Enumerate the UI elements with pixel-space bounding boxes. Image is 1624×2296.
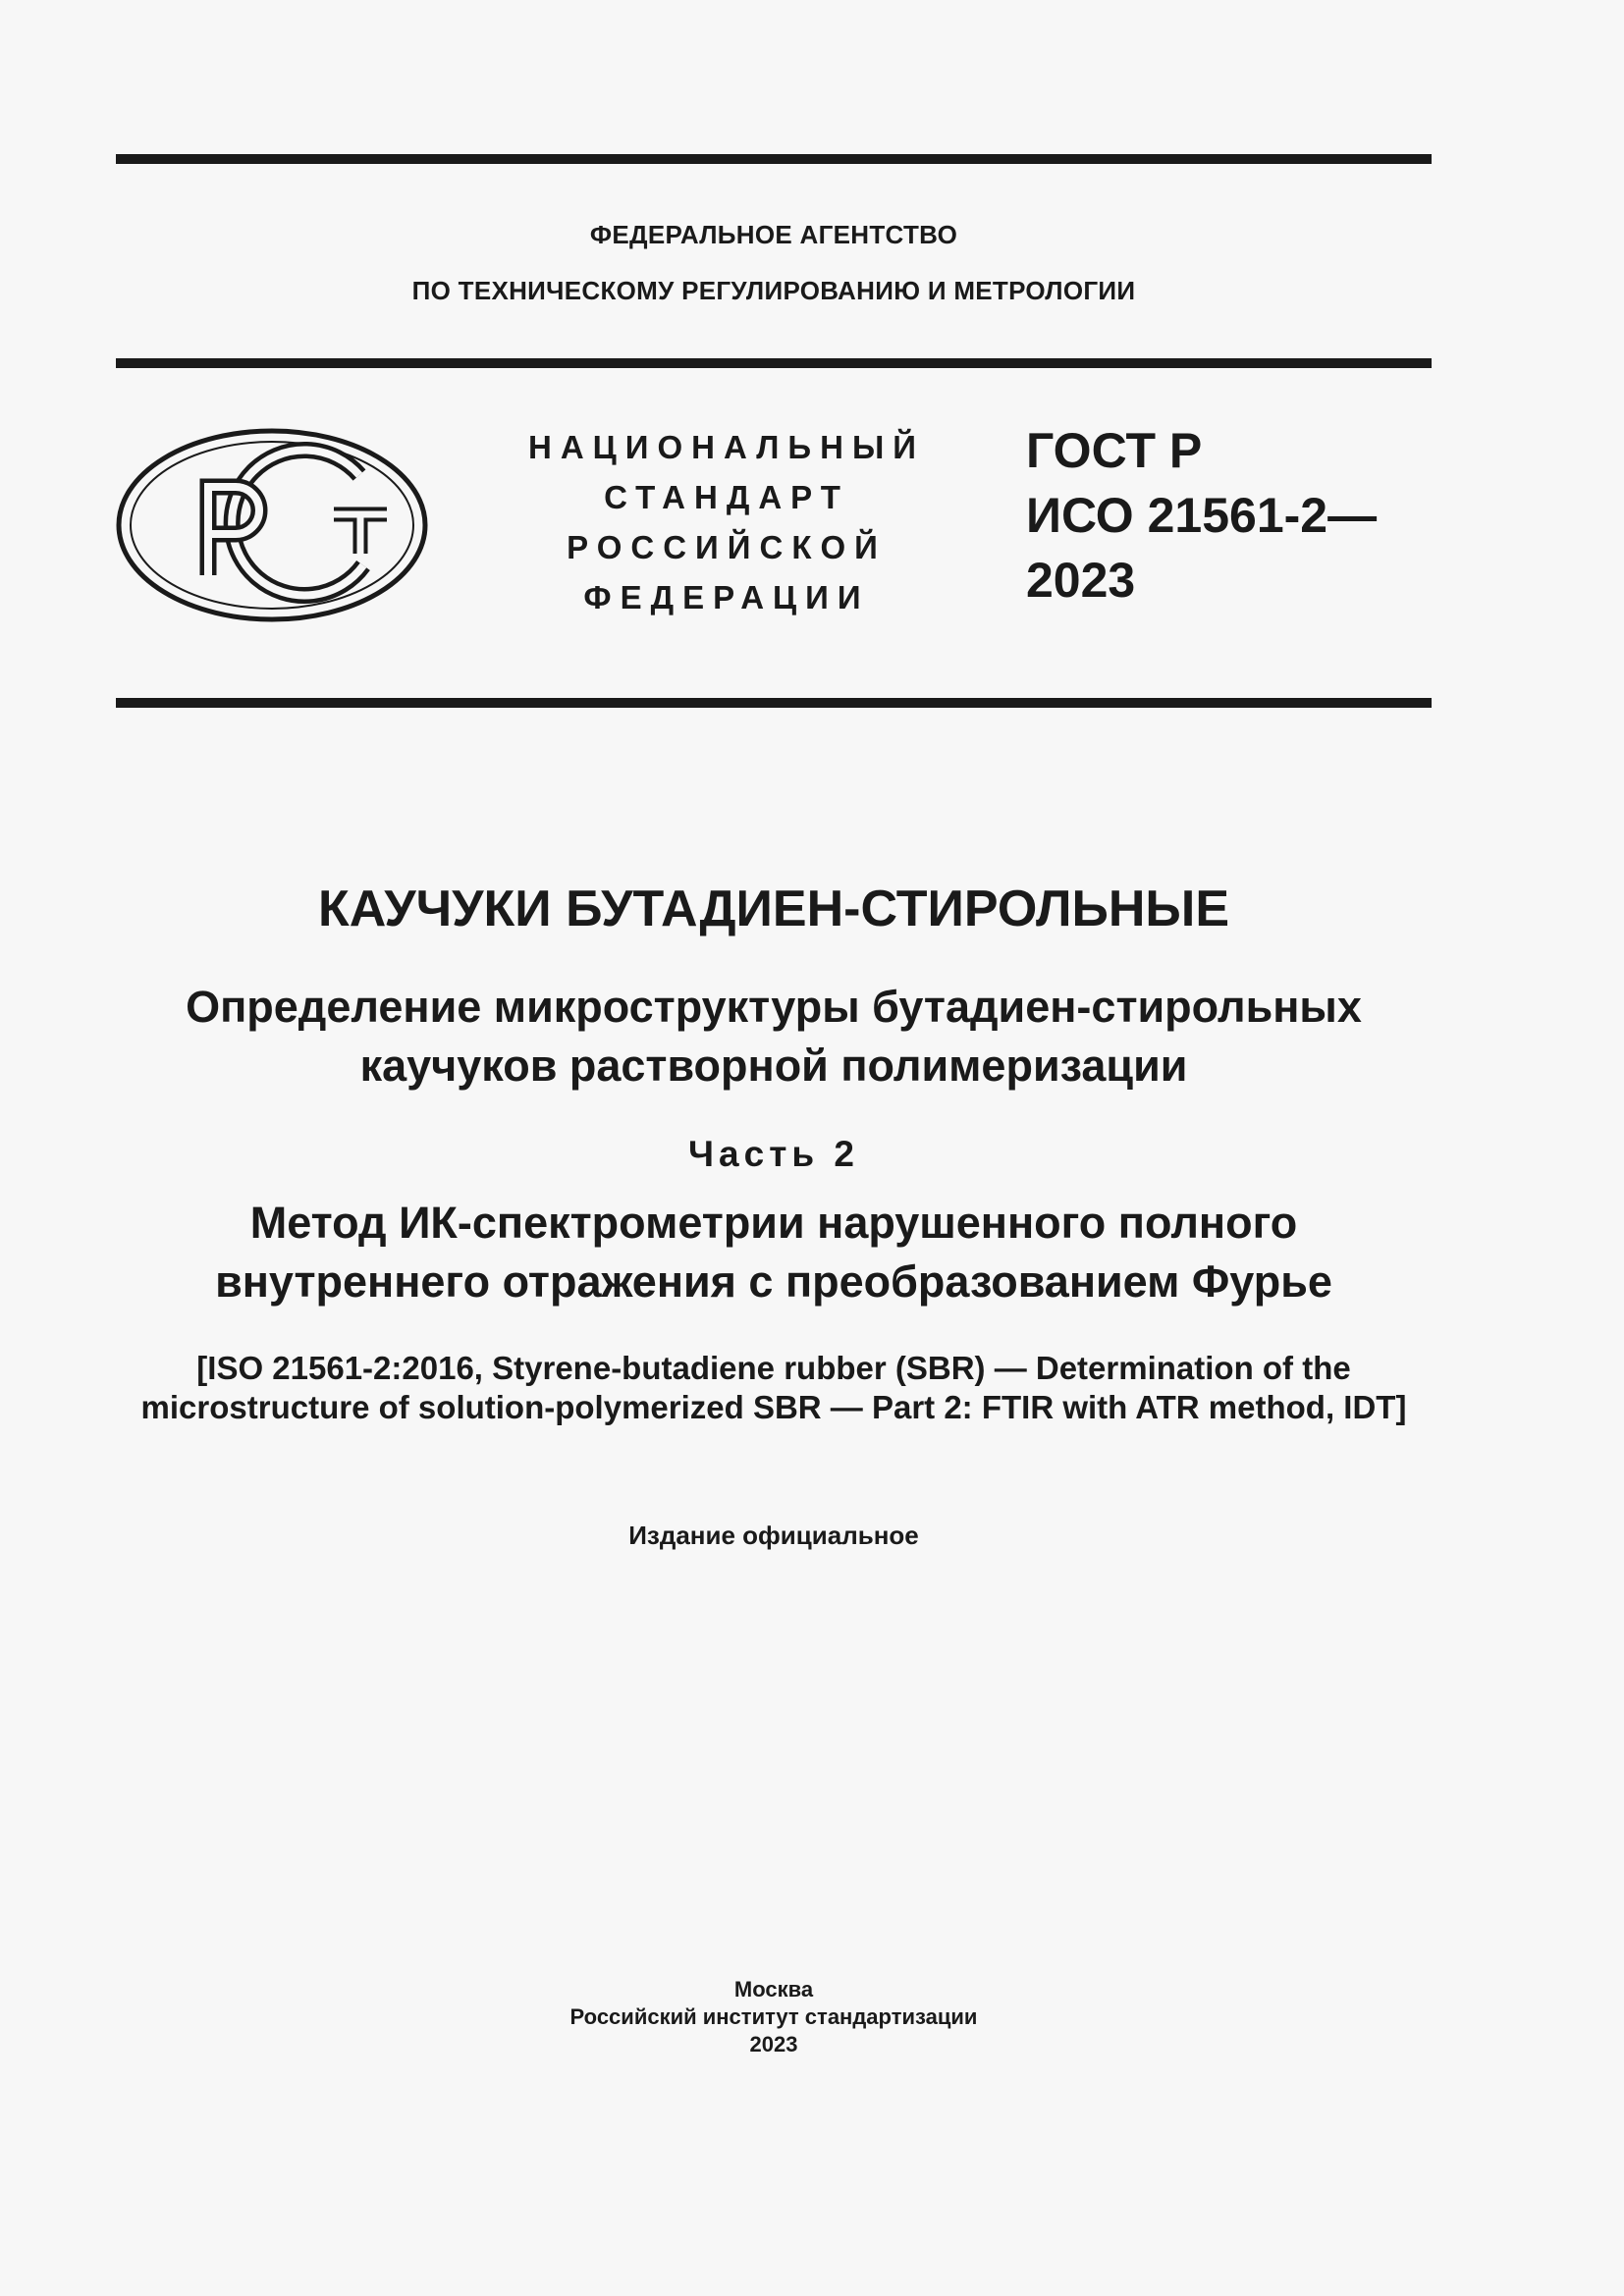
- designation-rule: [116, 698, 1432, 708]
- standard-type-block: [461, 422, 992, 622]
- document-title: КАУЧУКИ БУТАДИЕН-СТИРОЛЬНЫЕ: [317, 881, 1230, 937]
- edition-label: Издание официальное: [628, 1521, 919, 1550]
- designation-line1: ГОСТ Р: [1026, 423, 1203, 478]
- designation-line3: 2023: [1026, 553, 1136, 608]
- standard-type-line1: НАЦИОНАЛЬНЫЙ: [528, 429, 925, 465]
- top-rule: [116, 154, 1432, 164]
- header-rule: [116, 358, 1432, 368]
- agency-name-line2: ПО ТЕХНИЧЕСКОМУ РЕГУЛИРОВАНИЮ И МЕТРОЛОГИИ: [411, 276, 1136, 305]
- iso-reference-line1: [ISO 21561-2:2016, Styrene-butadiene rubber (SBR) — Determination of the: [196, 1350, 1351, 1386]
- footer-publisher: Российский институт стандартизации: [569, 2004, 978, 2029]
- part-number: Часть 2: [688, 1134, 859, 1174]
- rst-logo-icon: [116, 428, 428, 622]
- standard-designation: [1026, 418, 1377, 613]
- footer-city: Москва: [733, 1977, 814, 2002]
- document-subtitle-line2: каучуков растворной полимеризации: [359, 1041, 1188, 1091]
- designation-line2: ИСО 21561-2—: [1026, 488, 1378, 543]
- standard-type-line2: СТАНДАРТ: [604, 479, 849, 515]
- standard-type-line4: ФЕДЕРАЦИИ: [583, 579, 870, 615]
- part-title-line2: внутреннего отражения с преобразованием Фурье: [215, 1256, 1332, 1307]
- part-title-line1: Метод ИК-спектрометрии нарушенного полного: [249, 1198, 1298, 1248]
- footer-year: 2023: [749, 2032, 798, 2056]
- agency-name-line1: ФЕДЕРАЛЬНОЕ АГЕНТСТВО: [589, 220, 958, 249]
- standard-type-line3: РОССИЙСКОЙ: [567, 529, 887, 565]
- document-subtitle-line1: Определение микроструктуры бутадиен-стирольных: [186, 982, 1362, 1032]
- iso-reference-line2: microstructure of solution-polymerized SBR — Part 2: FTIR with ATR method, IDT]: [140, 1389, 1407, 1425]
